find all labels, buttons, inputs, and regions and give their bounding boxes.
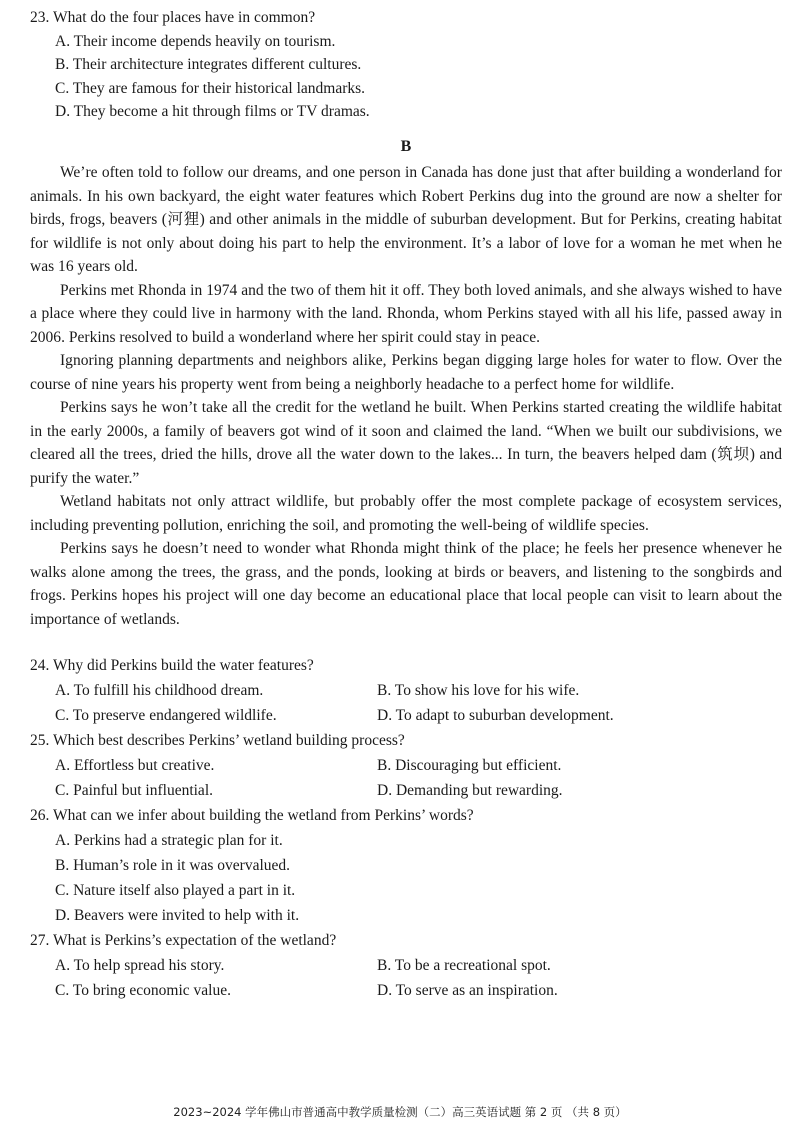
option-b: B. To show his love for his wife.	[377, 682, 580, 699]
option-b: B. Their architecture integrates different cultures.	[55, 56, 362, 73]
reading-passage	[30, 161, 782, 631]
option-d: D. To adapt to suburban development.	[377, 707, 614, 724]
question-23	[30, 6, 782, 124]
question-stem: 24. Why did Perkins build the water features?	[30, 657, 314, 674]
option-c: C. To bring economic value.	[55, 982, 231, 999]
option-b: B. Human’s role in it was overvalued.	[55, 857, 291, 874]
question-27	[30, 928, 782, 1003]
option-d: D. Demanding but rewarding.	[377, 782, 563, 799]
passage-paragraph: Wetland habitats not only attract wildlife, but probably offer the most complete package of ecosystem services, including preventing pollution, enriching the soil, and promoting the well-being of wildlife species.	[30, 493, 782, 534]
passage-paragraph: Perkins says he doesn’t need to wonder what Rhonda might think of the place; he feels her presence whenever he walks alone among the trees, the grass, and the ponds, looking at birds or beavers, and listening to the songbirds and frogs. Perkins hopes his project will one day become an educational place that local people can visit to learn about the importance of wetlands.	[30, 540, 782, 628]
question-stem: 23. What do the four places have in common?	[30, 9, 316, 26]
option-d: D. They become a hit through films or TV dramas.	[55, 103, 370, 120]
question-24	[30, 653, 782, 728]
option-a: A. To help spread his story.	[55, 957, 225, 974]
option-a: A. Their income depends heavily on tourism.	[55, 32, 336, 50]
passage-paragraph: Perkins says he won’t take all the credit for the wetland he built. When Perkins started creating the wildlife habitat in the early 2000s, a family of beavers got wind of it soon and claimed the land. “When we built our subdivisions, we cleared all the trees, dried the hills, drove all the water down to the lakes... In turn, the beavers helped dam (筑坝) and purify the water.”	[30, 399, 782, 487]
page-footer: 2023~2024 学年佛山市普通高中教学质量检测（二）高三英语试题 第 2 页 （共 8 页）	[173, 1105, 627, 1119]
section-title: B	[400, 137, 412, 155]
option-c: C. To preserve endangered wildlife.	[55, 707, 277, 724]
question-26	[30, 803, 782, 928]
passage-paragraph: Perkins met Rhonda in 1974 and the two of them hit it off. They both loved animals, and she always wished to have a place where they could live in harmony with the land. Rhonda, whom Perkins stayed with all his life, passed away in 2006. Perkins resolved to build a wonderland where her spirit could stay in peace.	[30, 281, 782, 346]
option-a: A. Perkins had a strategic plan for it.	[55, 832, 283, 849]
option-b: B. To be a recreational spot.	[377, 957, 551, 974]
option-a: A. Effortless but creative.	[55, 757, 215, 774]
option-c: C. They are famous for their historical landmarks.	[55, 79, 366, 97]
option-b: B. Discouraging but efficient.	[377, 757, 562, 774]
option-c: C. Painful but influential.	[55, 782, 213, 799]
passage-paragraph: We’re often told to follow our dreams, and one person in Canada has done just that after building a wonderland for animals. In his own backyard, the eight water features which Robert Perkins dug into the ground are now a shelter for birds, frogs, beavers (河狸) and other animals in the middle of suburban development. But for Perkins, creating habitat for wildlife is not only about doing his part to help the environment. It’s a labor of love for a woman he met when he was 16 years old.	[30, 164, 782, 275]
question-stem: 27. What is Perkins’s expectation of the wetland?	[30, 932, 337, 949]
option-d: D. To serve as an inspiration.	[377, 982, 558, 999]
question-stem: 25. Which best describes Perkins’ wetland building process?	[30, 732, 405, 749]
option-d: D. Beavers were invited to help with it.	[55, 907, 300, 924]
option-c: C. Nature itself also played a part in it.	[55, 882, 296, 899]
question-stem: 26. What can we infer about building the wetland from Perkins’ words?	[30, 807, 474, 824]
option-a: A. To fulfill his childhood dream.	[55, 682, 264, 699]
passage-paragraph: Ignoring planning departments and neighbors alike, Perkins began digging large holes for water to flow. Over the course of nine years his property went from being a neighborly headache to a perfect home for wildlife.	[30, 352, 782, 393]
question-list	[30, 653, 782, 1003]
question-25	[30, 728, 782, 803]
